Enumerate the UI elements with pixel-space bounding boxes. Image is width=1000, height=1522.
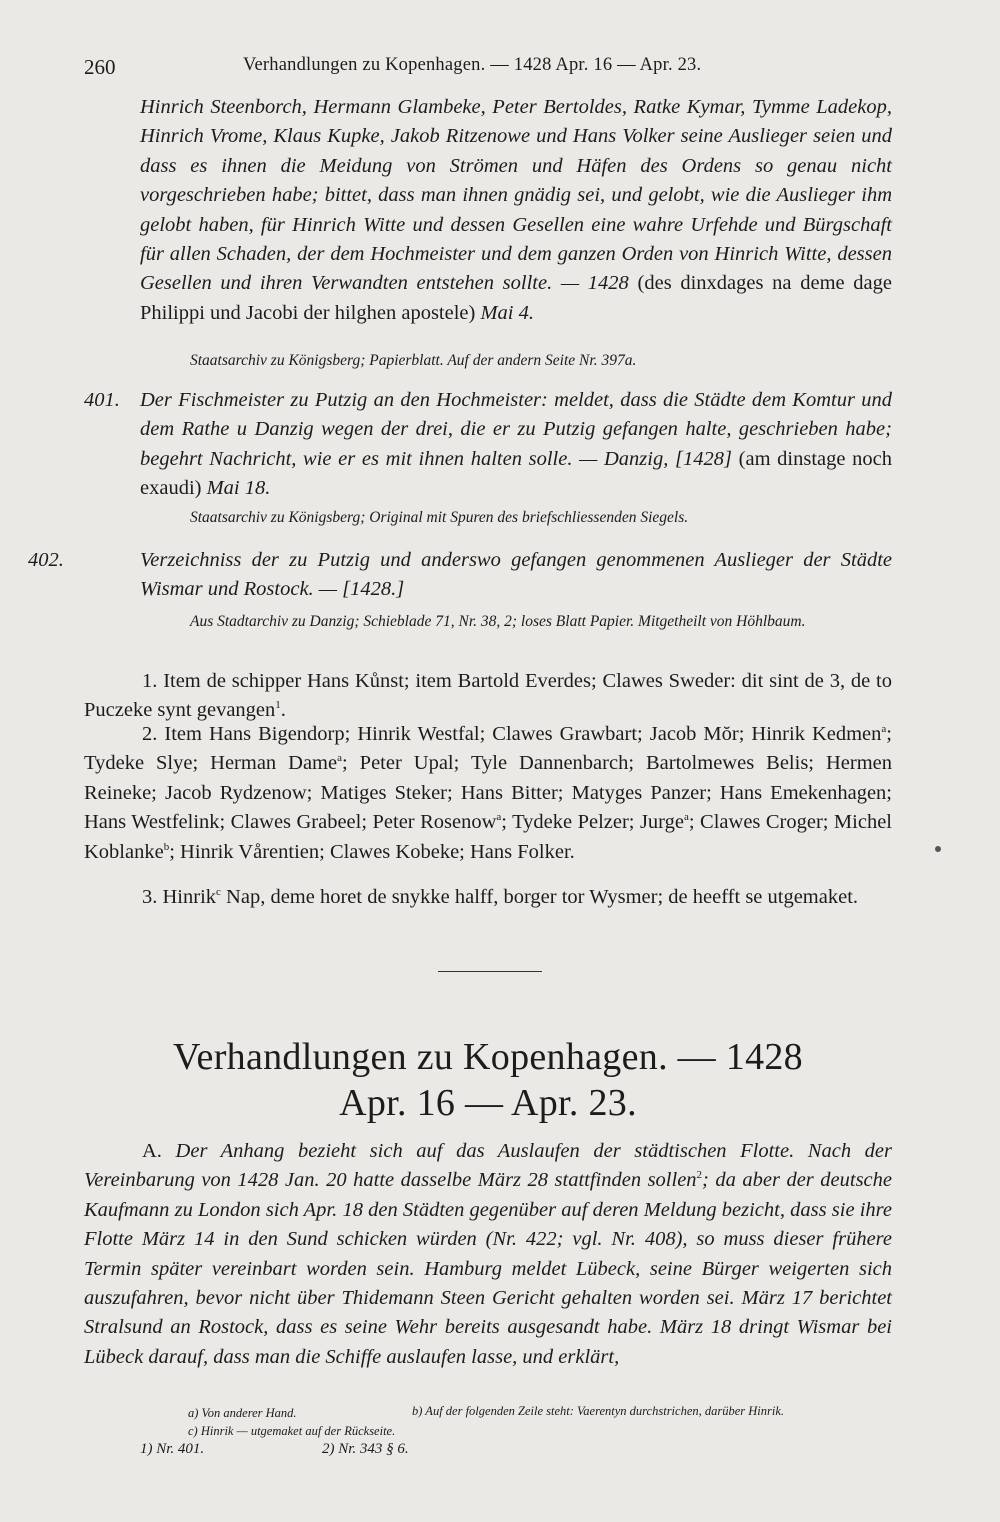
list-item-text: ; Tydeke Slye; Herman Dame [84, 723, 892, 775]
footnote-ref: a [337, 752, 342, 765]
list-item-text: 3. Hinrik [142, 886, 217, 908]
footnote-ref: a [881, 723, 887, 735]
section-intro [84, 1137, 892, 1372]
entry-402-text [28, 546, 892, 605]
footnote-c: c) Hinrik — utgemaket auf der Rückseite. [188, 1424, 396, 1438]
list-item-text: ; Tydeke Pelzer; Jurge [501, 811, 684, 834]
page-number: 260 [84, 55, 116, 79]
entry-400-dating: (des dinxdages na deme dage Philippi und Jacobi der hilghen apostele) [140, 272, 893, 324]
section-title-line1: Verhandlungen zu Kopenhagen. — 1428 [173, 1036, 803, 1078]
footnote-a: a) Von anderer Hand. [188, 1406, 297, 1420]
intro-label: A. [142, 1140, 162, 1162]
entry-401-body: Der Fischmeister zu Putzig an den Hochmeister: meldet, dass die Städte dem Komtur und dem Rathe u Danzig wegen der drei, die er zu Putzig gefangen halte, geschrieben habe; begehrt Nachricht, wie er es mit ihnen halten solle. — Danzig, [1428] [140, 389, 892, 470]
entry-402-source: Aus Stadtarchiv zu Danzig; Schieblade 71, Nr. 38, 2; loses Blatt Papier. Mitgetheilt von Höhlbaum. [190, 613, 806, 630]
entry-400-date: Mai 4. [480, 301, 534, 324]
footnote-ref: c [216, 886, 221, 898]
footnote-2: 2) Nr. 343 § 6. [322, 1441, 409, 1457]
entry-401-source: Staatsarchiv zu Königsberg; Original mit Spuren des briefschliessenden Siegels. [190, 509, 689, 526]
list-item-text: Nap, deme horet de snykke halff, borger tor Wysmer; de heefft se utgemaket. [220, 886, 859, 908]
footnote-ref: b [163, 840, 170, 853]
entry-401-text [84, 386, 892, 504]
entry-402-body: Verzeichniss der zu Putzig und anderswo gefangen genommenen Auslieger der Städte Wismar und Rostock. — [1428.] [140, 549, 892, 601]
section-title-line2: Apr. 16 — Apr. 23. [339, 1082, 637, 1124]
footnote-ref: a [684, 811, 689, 824]
entry-400-text [140, 93, 892, 328]
list-item-2 [84, 720, 892, 867]
footnote-b: b) Auf der folgenden Zeile steht: Vaerentyn durchstrichen, darüber Hinrik. [412, 1404, 785, 1418]
footnote-1: 1) Nr. 401. [140, 1441, 205, 1457]
footnote-ref: 1 [275, 699, 281, 712]
list-item-text: ; Peter Upal; Tyle Dannenbarch; Bartolmewes Belis; Hermen Reineke; Jacob Rydzenow; Matiges Steker; Hans Bitter; Matyges Panzer; Hans Emekenhagen; Hans Westfelink; Clawes Grabeel; Peter Rosenow [84, 752, 893, 834]
entry-400-body: Hinrich Steenborch, Hermann Glambeke, Peter Bertoldes, Ratke Kymar, Tymme Ladekop, Hinrich Vrome, Klaus Kupke, Jakob Ritzenowe und Hans Volker seine Auslieger seien und dass es ihnen die Meidung von Strömen und Häfen des Ordens so genau nicht vorgeschrieben habe; bittet, dass man ihnen gnädig sei, und gelobt, wie die Auslieger ihm gelobt haben, für Hinrich Witte und dessen Gesellen eine wahre Urfehde und Bürgschaft für allen Schaden, der dem Hochmeister und dem ganzen Orden von Hinrich Witte, dessen Gesellen und ihren Verwandten entstehen sollte. — 1428 [140, 96, 892, 295]
intro-text: ; da aber der deutsche Kaufmann zu London sich Apr. 18 den Städten gegenüber auf deren Meldung bezicht, dass sie ihre Flotte März 14 in den Sund schicken würden (Nr. 422; vgl. Nr. 408), so muss dieser frühere Termin später vereinbart worden sein. Hamburg meldet Lübeck, seine Bürger weigerten sich auszufahren, bevor nicht über Thidemann Steen Gericht gehalten worden sei. März 17 berichtet Stralsund an Rostock, dass es seine Wehr bereits ausgesandt habe. März 18 dringt Wismar bei Lübeck darauf, dass man die Schiffe auslaufen lasse, und erklärt, [84, 1169, 892, 1368]
list-item-1 [84, 667, 892, 726]
entry-401-date: Mai 18. [206, 477, 271, 500]
running-title: Verhandlungen zu Kopenhagen. — 1428 Apr. 16 — Apr. 23. [243, 55, 702, 75]
section-divider [438, 971, 542, 972]
list-item-text: ; Hinrik Vårentien; Clawes Kobeke; Hans Folker. [169, 840, 575, 863]
list-item-text: ; Clawes Croger; Michel Koblanke [84, 811, 893, 863]
list-item-text: 2. Item Hans Bigendorp; Hinrik Westfal; Clawes Grawbart; Jacob Mŏr; Hinrik Kedmen [142, 723, 882, 745]
list-item-text: 1. Item de schipper Hans Kůnst; item Bartold Everdes; Clawes Sweder: dit sint de 3, de to Puczeke synt gevangen [84, 670, 892, 722]
list-item-3 [84, 883, 892, 912]
entry-401-dating: (am dinstage noch exaudi) [140, 447, 893, 500]
entry-401-number: 401. [84, 389, 120, 411]
footnote-ref: 2 [696, 1169, 703, 1182]
list-item-text: . [280, 699, 286, 722]
entry-402-number: 402. [28, 549, 64, 571]
ink-speck [935, 846, 941, 852]
footnote-ref: a [496, 811, 502, 824]
entry-400-source: Staatsarchiv zu Königsberg; Papierblatt. Auf der andern Seite Nr. 397a. [190, 352, 637, 369]
intro-text: Der Anhang bezieht sich auf das Auslaufen der städtischen Flotte. Nach der Vereinbarung von 1428 Jan. 20 hatte dasselbe März 28 stattfinden sollen [84, 1140, 893, 1192]
